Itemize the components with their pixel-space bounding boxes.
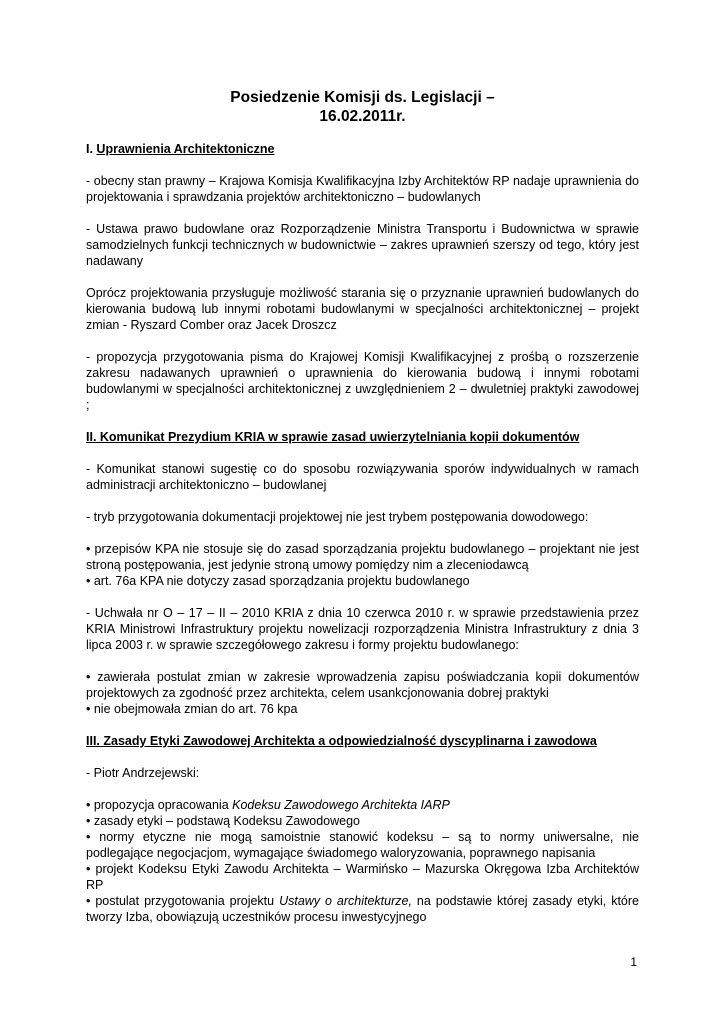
page-number: 1 [630, 955, 637, 969]
section-1-paragraph: Oprócz projektowania przysługuje możliwość starania się o przyznanie uprawnień budowlanych do kierowania budową lub innymi robotami budowlanymi w specjalności architektonicznej – projekt zmian - Ryszard Comber oraz Jacek Droszcz [86, 286, 639, 332]
section-3-heading [86, 733, 639, 749]
section-2-bullet: • przepisów KPA nie stosuje się do zasad sporządzania projektu budowlanego – projektant nie jest stroną postępowania, jest jedynie stroną umowy pomiędzy nim a zleceniodawcą [86, 542, 639, 572]
section-3-paragraph: - Piotr Andrzejewski: [86, 766, 200, 780]
section-1-paragraph: - propozycja przygotowania pisma do Krajowej Komisji Kwalifikacyjnej z prośbą o rozszerzenie zakresu nadawanych uprawnień o uprawnienia do kierowania budową i innymi robotami budowlanymi w specjalności architektonicznej z uwzględnieniem 2 – dwuletniej praktyki zawodowej ; [86, 350, 639, 412]
section-1-paragraph: - Ustawa prawo budowlane oraz Rozporządzenie Ministra Transportu i Budownictwa w sprawie samodzielnych funkcji technicznych w budownictwie – zakres uprawnień szerszy od tego, który jest nadawany [86, 222, 639, 268]
title-line-2: 16.02.2011r. [319, 108, 406, 125]
section-2-heading-text: II. Komunikat Prezydium KRIA w sprawie zasad uwierzytelniania kopii dokumentów [86, 430, 580, 444]
section-2-bullet: • nie obejmowała zmian do art. 76 kpa [86, 702, 298, 716]
section-3-bullet [86, 797, 639, 813]
section-2-paragraph: - Uchwała nr O – 17 – II – 2010 KRIA z dnia 10 czerwca 2010 r. w sprawie przedstawienia przez KRIA Ministrowi Infrastruktury projektu nowelizacji rozporządzenia Ministra Infrastruktury z dnia 3 lipca 2003 r. w sprawie szczegółowego zakresu i formy projektu budowlanego: [86, 606, 639, 652]
bullet-italic-text: Ustawy o architekturze, [279, 894, 412, 908]
bullet-text: • propozycja opracowania [86, 798, 233, 812]
section-2-paragraph: - Komunikat stanowi sugestię co do sposobu rozwiązywania sporów indywidualnych w ramach administracji architektoniczno – budowlanej [86, 462, 639, 492]
section-2-bullet: • zawierała postulat zmian w zakresie wprowadzenia zapisu poświadczania kopii dokumentów projektowych za zgodność przez architekta, celem usankcjonowania dobrej praktyki [86, 670, 639, 700]
title-line-1: Posiedzenie Komisji ds. Legislacji – [230, 89, 495, 106]
section-1-heading-text: Uprawnienia Architektoniczne [96, 142, 275, 156]
section-3-bullet: • zasady etyki – podstawą Kodeksu Zawodowego [86, 814, 360, 828]
section-2-bullet: • art. 76a KPA nie dotyczy zasad sporządzania projektu budowlanego [86, 574, 470, 588]
document-body [86, 141, 639, 925]
document-title [0, 88, 725, 126]
section-3-bullet [86, 893, 639, 925]
section-2-heading [86, 429, 639, 445]
section-1-heading [86, 141, 639, 157]
section-1-number: I. [86, 142, 97, 156]
section-3-heading-text: III. Zasady Etyki Zawodowej Architekta a odpowiedzialność dyscyplinarna i zawodowa [86, 734, 597, 748]
section-3-bullet: • projekt Kodeksu Etyki Zawodu Architekta – Warmińsko – Mazurska Okręgowa Izba Architektów RP [86, 862, 639, 892]
bullet-italic-text: Kodeksu Zawodowego Architekta IARP [232, 798, 450, 812]
section-1-paragraph: - obecny stan prawny – Krajowa Komisja Kwalifikacyjna Izby Architektów RP nadaje uprawnienia do projektowania i sprawdzania projektów architektoniczno – budowlanych [86, 174, 639, 204]
bullet-text: • postulat przygotowania projektu [86, 894, 280, 908]
section-2-paragraph: - tryb przygotowania dokumentacji projektowej nie jest trybem postępowania dowodowego: [86, 510, 589, 524]
section-3-bullet: • normy etyczne nie mogą samoistnie stanowić kodeksu – są to normy uniwersalne, nie podlegające negocjacjom, wymagające świadomego waloryzowania, poprawnego napisania [86, 830, 639, 860]
bullet-text: na podstawie której zasady etyki, które tworzy Izba, obowiązują uczestników procesu inwestycyjnego [86, 894, 639, 924]
